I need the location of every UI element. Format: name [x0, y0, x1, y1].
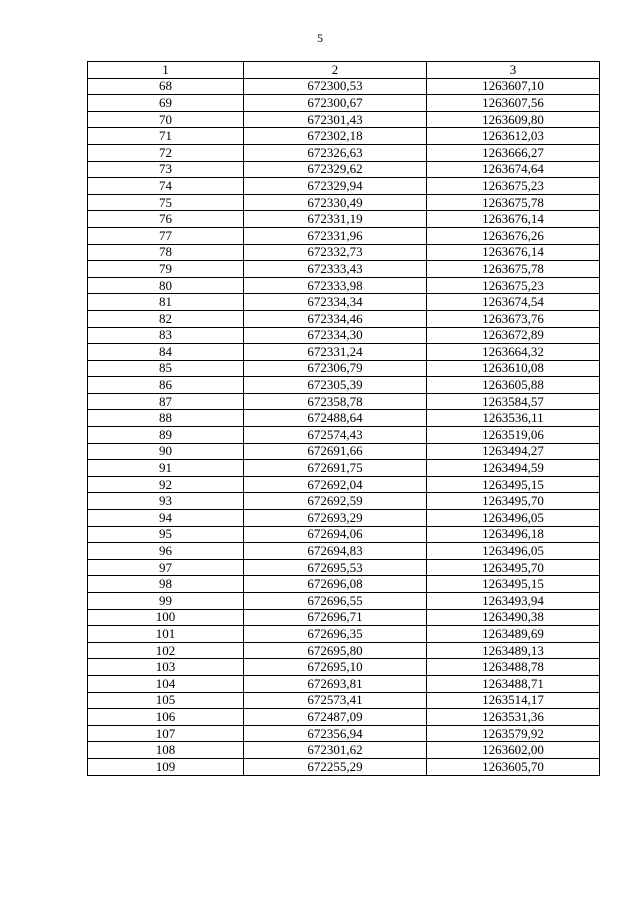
point-number-cell: 80 — [88, 277, 244, 294]
header-row — [88, 62, 600, 79]
column-header-1: 1 — [88, 62, 244, 79]
y-coordinate-cell: 1263494,59 — [427, 460, 600, 477]
x-coordinate-cell: 672696,08 — [244, 576, 427, 593]
point-number-cell: 78 — [88, 244, 244, 261]
table-row — [88, 261, 600, 278]
table-row — [88, 692, 600, 709]
y-coordinate-cell: 1263672,89 — [427, 327, 600, 344]
table-row — [88, 476, 600, 493]
point-number-cell: 90 — [88, 443, 244, 460]
y-coordinate-cell: 1263610,08 — [427, 360, 600, 377]
y-coordinate-cell: 1263496,18 — [427, 526, 600, 543]
point-number-cell: 95 — [88, 526, 244, 543]
table-row — [88, 460, 600, 477]
point-number-cell: 93 — [88, 493, 244, 510]
x-coordinate-cell: 672329,62 — [244, 161, 427, 178]
table-row — [88, 194, 600, 211]
table-row — [88, 526, 600, 543]
point-number-cell: 85 — [88, 360, 244, 377]
table-row — [88, 659, 600, 676]
point-number-cell: 84 — [88, 344, 244, 361]
y-coordinate-cell: 1263676,14 — [427, 211, 600, 228]
point-number-cell: 83 — [88, 327, 244, 344]
y-coordinate-cell: 1263674,64 — [427, 161, 600, 178]
point-number-cell: 71 — [88, 128, 244, 145]
table-row — [88, 377, 600, 394]
table-row — [88, 111, 600, 128]
x-coordinate-cell: 672693,29 — [244, 510, 427, 527]
y-coordinate-cell: 1263675,23 — [427, 178, 600, 195]
point-number-cell: 107 — [88, 725, 244, 742]
y-coordinate-cell: 1263489,13 — [427, 642, 600, 659]
x-coordinate-cell: 672300,53 — [244, 78, 427, 95]
page-number: 5 — [317, 31, 323, 45]
point-number-cell: 79 — [88, 261, 244, 278]
table-row — [88, 310, 600, 327]
table-row — [88, 327, 600, 344]
x-coordinate-cell: 672333,98 — [244, 277, 427, 294]
point-number-cell: 75 — [88, 194, 244, 211]
x-coordinate-cell: 672334,30 — [244, 327, 427, 344]
table-row — [88, 410, 600, 427]
table-row — [88, 510, 600, 527]
table-row — [88, 128, 600, 145]
x-coordinate-cell: 672696,55 — [244, 593, 427, 610]
y-coordinate-cell: 1263488,78 — [427, 659, 600, 676]
point-number-cell: 103 — [88, 659, 244, 676]
y-coordinate-cell: 1263584,57 — [427, 393, 600, 410]
x-coordinate-cell: 672692,04 — [244, 476, 427, 493]
point-number-cell: 68 — [88, 78, 244, 95]
point-number-cell: 82 — [88, 310, 244, 327]
y-coordinate-cell: 1263602,00 — [427, 742, 600, 759]
y-coordinate-cell: 1263605,70 — [427, 758, 600, 775]
y-coordinate-cell: 1263496,05 — [427, 510, 600, 527]
table-row — [88, 642, 600, 659]
y-coordinate-cell: 1263675,78 — [427, 194, 600, 211]
table-row — [88, 227, 600, 244]
y-coordinate-cell: 1263675,78 — [427, 261, 600, 278]
table-row — [88, 95, 600, 112]
point-number-cell: 76 — [88, 211, 244, 228]
point-number-cell: 101 — [88, 626, 244, 643]
table-row — [88, 144, 600, 161]
table-row — [88, 559, 600, 576]
x-coordinate-cell: 672306,79 — [244, 360, 427, 377]
table-row — [88, 244, 600, 261]
x-coordinate-cell: 672300,67 — [244, 95, 427, 112]
point-number-cell: 94 — [88, 510, 244, 527]
point-number-cell: 108 — [88, 742, 244, 759]
x-coordinate-cell: 672574,43 — [244, 427, 427, 444]
x-coordinate-cell: 672694,06 — [244, 526, 427, 543]
table-row — [88, 742, 600, 759]
point-number-cell: 100 — [88, 609, 244, 626]
coordinates-table — [87, 61, 600, 776]
point-number-cell: 96 — [88, 543, 244, 560]
y-coordinate-cell: 1263675,23 — [427, 277, 600, 294]
y-coordinate-cell: 1263676,14 — [427, 244, 600, 261]
x-coordinate-cell: 672488,64 — [244, 410, 427, 427]
y-coordinate-cell: 1263488,71 — [427, 675, 600, 692]
point-number-cell: 92 — [88, 476, 244, 493]
table-row — [88, 78, 600, 95]
x-coordinate-cell: 672692,59 — [244, 493, 427, 510]
x-coordinate-cell: 672301,62 — [244, 742, 427, 759]
y-coordinate-cell: 1263514,17 — [427, 692, 600, 709]
point-number-cell: 105 — [88, 692, 244, 709]
point-number-cell: 77 — [88, 227, 244, 244]
point-number-cell: 91 — [88, 460, 244, 477]
x-coordinate-cell: 672331,19 — [244, 211, 427, 228]
point-number-cell: 99 — [88, 593, 244, 610]
x-coordinate-cell: 672694,83 — [244, 543, 427, 560]
y-coordinate-cell: 1263496,05 — [427, 543, 600, 560]
x-coordinate-cell: 672695,53 — [244, 559, 427, 576]
table-row — [88, 277, 600, 294]
y-coordinate-cell: 1263605,88 — [427, 377, 600, 394]
table-header — [88, 62, 600, 79]
table-row — [88, 161, 600, 178]
x-coordinate-cell: 672573,41 — [244, 692, 427, 709]
y-coordinate-cell: 1263495,70 — [427, 559, 600, 576]
point-number-cell: 86 — [88, 377, 244, 394]
y-coordinate-cell: 1263495,70 — [427, 493, 600, 510]
x-coordinate-cell: 672693,81 — [244, 675, 427, 692]
x-coordinate-cell: 672301,43 — [244, 111, 427, 128]
table-row — [88, 576, 600, 593]
table-row — [88, 626, 600, 643]
point-number-cell: 97 — [88, 559, 244, 576]
point-number-cell: 70 — [88, 111, 244, 128]
x-coordinate-cell: 672330,49 — [244, 194, 427, 211]
x-coordinate-cell: 672695,80 — [244, 642, 427, 659]
point-number-cell: 73 — [88, 161, 244, 178]
x-coordinate-cell: 672329,94 — [244, 178, 427, 195]
table-row — [88, 758, 600, 775]
column-header-2: 2 — [244, 62, 427, 79]
x-coordinate-cell: 672302,18 — [244, 128, 427, 145]
y-coordinate-cell: 1263664,32 — [427, 344, 600, 361]
point-number-cell: 109 — [88, 758, 244, 775]
point-number-cell: 98 — [88, 576, 244, 593]
table-body — [88, 78, 600, 775]
x-coordinate-cell: 672326,63 — [244, 144, 427, 161]
point-number-cell: 88 — [88, 410, 244, 427]
y-coordinate-cell: 1263531,36 — [427, 709, 600, 726]
x-coordinate-cell: 672358,78 — [244, 393, 427, 410]
y-coordinate-cell: 1263607,10 — [427, 78, 600, 95]
point-number-cell: 87 — [88, 393, 244, 410]
table-row — [88, 178, 600, 195]
x-coordinate-cell: 672356,94 — [244, 725, 427, 742]
table-row — [88, 725, 600, 742]
table-row — [88, 393, 600, 410]
x-coordinate-cell: 672487,09 — [244, 709, 427, 726]
x-coordinate-cell: 672691,66 — [244, 443, 427, 460]
table-row — [88, 543, 600, 560]
point-number-cell: 104 — [88, 675, 244, 692]
y-coordinate-cell: 1263676,26 — [427, 227, 600, 244]
table-row — [88, 709, 600, 726]
table-row — [88, 360, 600, 377]
y-coordinate-cell: 1263536,11 — [427, 410, 600, 427]
x-coordinate-cell: 672331,24 — [244, 344, 427, 361]
y-coordinate-cell: 1263489,69 — [427, 626, 600, 643]
y-coordinate-cell: 1263674,54 — [427, 294, 600, 311]
table-row — [88, 427, 600, 444]
y-coordinate-cell: 1263579,92 — [427, 725, 600, 742]
x-coordinate-cell: 672305,39 — [244, 377, 427, 394]
point-number-cell: 102 — [88, 642, 244, 659]
y-coordinate-cell: 1263490,38 — [427, 609, 600, 626]
table-row — [88, 211, 600, 228]
x-coordinate-cell: 672255,29 — [244, 758, 427, 775]
table-row — [88, 593, 600, 610]
x-coordinate-cell: 672334,46 — [244, 310, 427, 327]
x-coordinate-cell: 672332,73 — [244, 244, 427, 261]
y-coordinate-cell: 1263609,80 — [427, 111, 600, 128]
x-coordinate-cell: 672696,35 — [244, 626, 427, 643]
y-coordinate-cell: 1263493,94 — [427, 593, 600, 610]
table-row — [88, 344, 600, 361]
y-coordinate-cell: 1263666,27 — [427, 144, 600, 161]
x-coordinate-cell: 672696,71 — [244, 609, 427, 626]
y-coordinate-cell: 1263673,76 — [427, 310, 600, 327]
table-row — [88, 294, 600, 311]
table-row — [88, 493, 600, 510]
y-coordinate-cell: 1263495,15 — [427, 576, 600, 593]
point-number-cell: 81 — [88, 294, 244, 311]
x-coordinate-cell: 672691,75 — [244, 460, 427, 477]
point-number-cell: 72 — [88, 144, 244, 161]
point-number-cell: 74 — [88, 178, 244, 195]
column-header-3: 3 — [427, 62, 600, 79]
point-number-cell: 106 — [88, 709, 244, 726]
y-coordinate-cell: 1263519,06 — [427, 427, 600, 444]
x-coordinate-cell: 672331,96 — [244, 227, 427, 244]
table-row — [88, 675, 600, 692]
y-coordinate-cell: 1263612,03 — [427, 128, 600, 145]
table-row — [88, 443, 600, 460]
point-number-cell: 69 — [88, 95, 244, 112]
table-row — [88, 609, 600, 626]
x-coordinate-cell: 672695,10 — [244, 659, 427, 676]
x-coordinate-cell: 672333,43 — [244, 261, 427, 278]
y-coordinate-cell: 1263607,56 — [427, 95, 600, 112]
y-coordinate-cell: 1263495,15 — [427, 476, 600, 493]
x-coordinate-cell: 672334,34 — [244, 294, 427, 311]
point-number-cell: 89 — [88, 427, 244, 444]
y-coordinate-cell: 1263494,27 — [427, 443, 600, 460]
